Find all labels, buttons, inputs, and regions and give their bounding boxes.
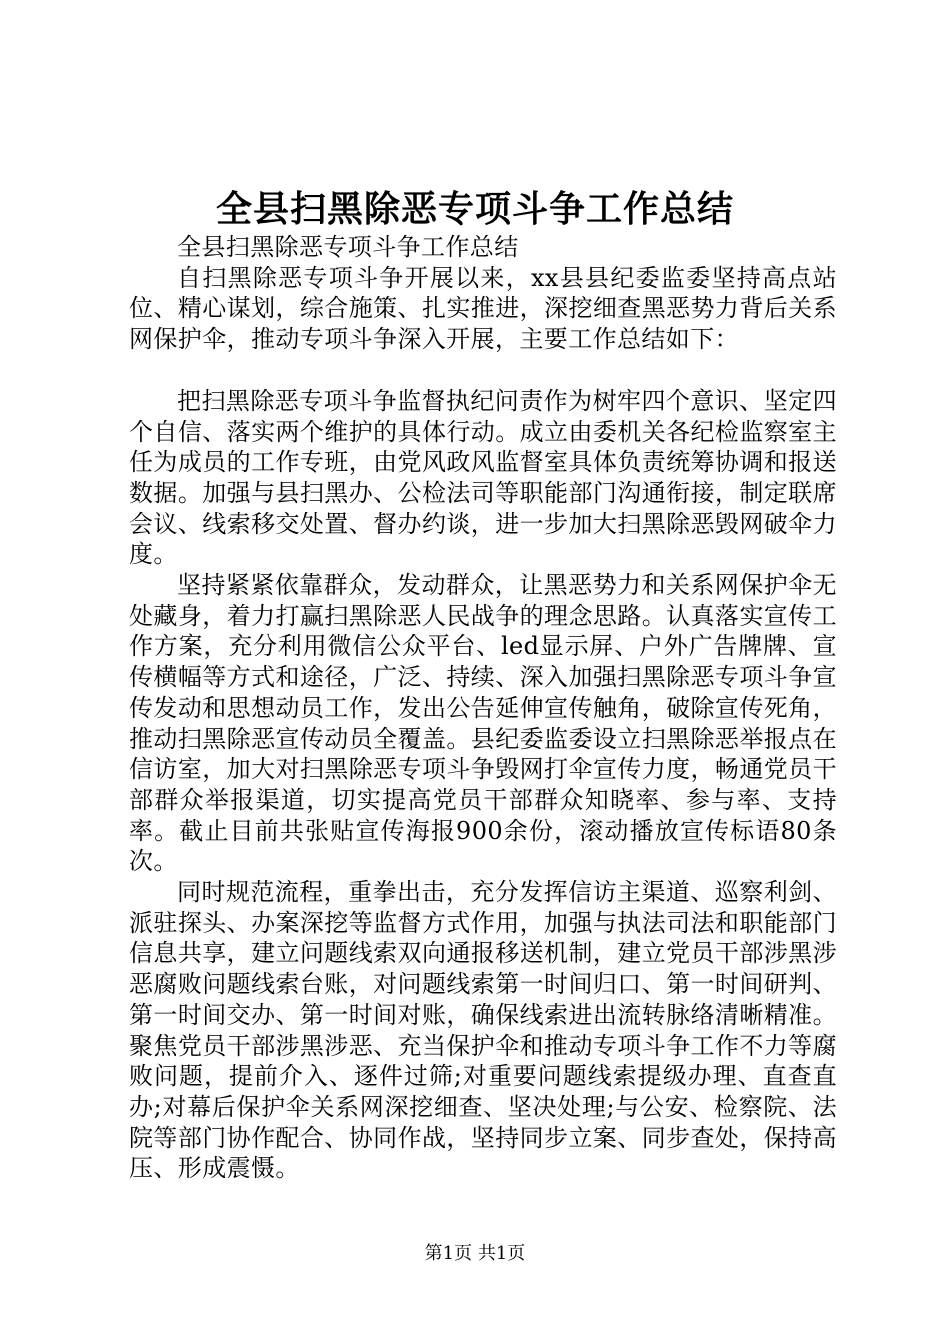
paragraph-process: 同时规范流程，重拳出击，充分发挥信访主渠道、巡察利剑、派驻探头、办案深挖等监督方式作用，加强与执法司法和职能部门信息共享，建立问题线索双向通报移送机制，建立党员干部涉黑涉恶腐败问题线索台账，对问题线索第一时间归口、第一时间研判、第一时间交办、第一时间对账，确保线索进出流转脉络清晰精准。聚焦党员干部涉黑涉恶、充当保护伞和推动专项斗争工作不力等腐败问题，提前介入、逐件过筛;对重要问题线索提级办理、直查直办;对幕后保护伞关系网深挖细查、坚决处理;与公安、检察院、法院等部门协作配合、协同作战，坚持同步立案、同步查处，保持高压、形成震慑。 xyxy=(129,878,837,1183)
paragraph-publicity: 坚持紧紧依靠群众，发动群众，让黑恶势力和关系网保护伞无处藏身，着力打赢扫黑除恶人民战争的理念思路。认真落实宣传工作方案，充分利用微信公众平台、led显示屏、户外广告牌牌、宣传横幅等方式和途径，广泛、持续、深入加强扫黑除恶专项斗争宣传发动和思想动员工作，发出公告延伸宣传触角，破除宣传死角，推动扫黑除恶宣传动员全覆盖。县纪委监委设立扫黑除恶举报点在信访室，加大对扫黑除恶专项斗争毁网打伞宣传力度，畅通党员干部群众举报渠道，切实提高党员干部群众知晓率、参与率、支持率。截止目前共张贴宣传海报900余份，滚动播放宣传标语80条次。 xyxy=(129,571,837,876)
document-title: 全县扫黑除恶专项斗争工作总结 xyxy=(215,188,734,230)
paragraph-subtitle: 全县扫黑除恶专项斗争工作总结 xyxy=(177,233,519,261)
paragraph-intro: 自扫黑除恶专项斗争开展以来，xx县县纪委监委坚持高点站位、精心谋划，综合施策、扎实推进，深挖细查黑恶势力背后关系网保护伞，推动专项斗争深入开展，主要工作总结如下： xyxy=(129,263,837,354)
paragraph-organization: 把扫黑除恶专项斗争监督执纪问责作为树牢四个意识、坚定四个自信、落实两个维护的具体行动。成立由委机关各纪检监察室主任为成员的工作专班，由党风政风监督室具体负责统筹协调和报送数据。加强与县扫黑办、公检法司等职能部门沟通衔接，制定联席会议、线索移交处置、督办约谈，进一步加大扫黑除恶毁网破伞力度。 xyxy=(129,386,837,569)
page-footer: 第1页 共1页 xyxy=(424,1243,526,1264)
document-body xyxy=(129,232,837,1184)
paragraph-spacer xyxy=(129,355,837,386)
